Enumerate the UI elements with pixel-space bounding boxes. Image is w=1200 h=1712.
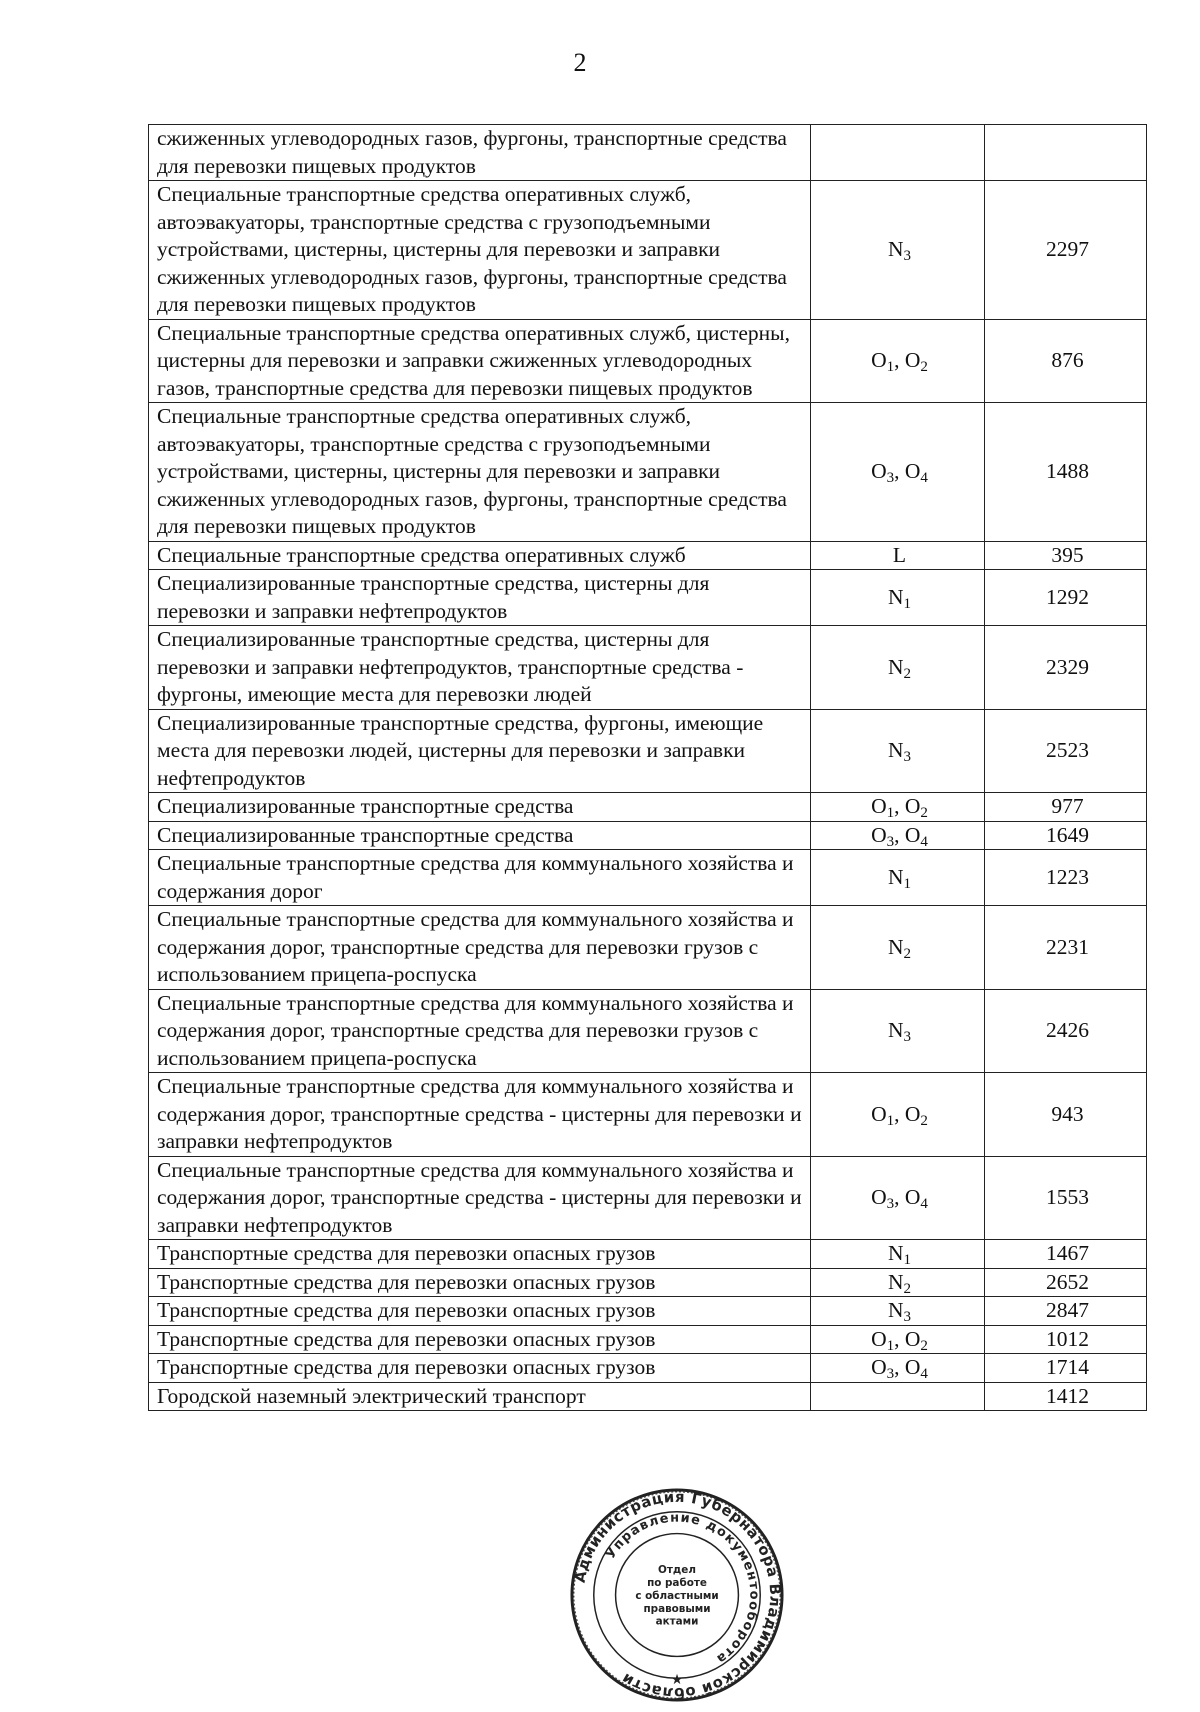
vehicle-category: $O_1$, $O_2$	[811, 1325, 985, 1354]
table-row	[149, 570, 1147, 626]
table-row	[149, 319, 1147, 403]
seal-inner-text: Управление документооборота	[603, 1510, 762, 1667]
table-row	[149, 989, 1147, 1073]
seal-star-icon: ★	[670, 1673, 684, 1689]
table-row	[149, 709, 1147, 793]
category-code: N	[887, 584, 904, 609]
vehicle-category: $O_3$, $O_4$	[811, 1354, 985, 1383]
vehicle-value: 1488	[985, 403, 1147, 542]
vehicle-description: Специальные транспортные средства оперативных служб, автоэвакуаторы, транспортные средства с грузоподъемными устройствами, цистерны, цистерны для перевозки и заправки сжиженных углеводородных газов, фургоны, транспортные средства для перевозки пищевых продуктов	[149, 403, 811, 542]
seal-center-line: по работе	[647, 1577, 707, 1590]
category-subscript: 4	[920, 833, 928, 850]
category-code: N	[887, 1241, 904, 1265]
vehicle-value	[985, 125, 1147, 181]
vehicle-category: $O_1$, $O_2$	[811, 1073, 985, 1157]
table-row	[149, 1073, 1147, 1157]
category-code: O	[904, 1326, 921, 1351]
vehicle-description: Специальные транспортные средства для коммунального хозяйства и содержания дорог, транспортные средства для перевозки грузов с использованием прицепа-роспуска	[149, 906, 811, 990]
category-code: O	[871, 348, 887, 372]
table-row	[149, 821, 1147, 850]
vehicle-description: Специализированные транспортные средства	[149, 793, 811, 822]
category-subscript: 3	[886, 1365, 895, 1382]
vehicle-description: Городской наземный электрический транспорт	[149, 1382, 811, 1411]
vehicle-description: Специальные транспортные средства оперативных служб, цистерны, цистерны для перевозки и заправки сжиженных углеводородных газов, транспортные средства для перевозки пищевых продуктов	[149, 319, 811, 403]
vehicle-description: Специальные транспортные средства оперативных служб, автоэвакуаторы, транспортные средства с грузоподъемными устройствами, цистерны, цистерны для перевозки и заправки сжиженных углеводородных газов, фургоны, транспортные средства для перевозки пищевых продуктов	[149, 181, 811, 320]
vehicle-description: Специализированные транспортные средства	[149, 821, 811, 850]
category-subscript: 3	[903, 1028, 912, 1045]
category-subscript: 1	[903, 875, 912, 892]
category-subscript: 2	[903, 945, 912, 962]
vehicle-value: 2847	[985, 1297, 1147, 1326]
category-code: O	[871, 1355, 887, 1379]
seal-center-line: с областными	[635, 1589, 719, 1602]
category-code: L	[892, 542, 907, 567]
category-subscript: 1	[886, 1112, 895, 1129]
category-code: O	[904, 794, 921, 818]
vehicle-value: 1012	[985, 1325, 1147, 1354]
vehicle-category	[811, 850, 985, 906]
table-row	[149, 541, 1147, 570]
category-code: N	[887, 1018, 904, 1042]
vehicle-description: Транспортные средства для перевозки опасных грузов	[149, 1325, 811, 1354]
category-subscript: 3	[903, 1308, 912, 1325]
official-seal	[568, 1486, 786, 1704]
category-subscript: 3	[886, 469, 895, 486]
vehicle-category	[811, 125, 985, 181]
table-row	[149, 626, 1147, 710]
vehicle-description: Специализированные транспортные средства, цистерны для перевозки и заправки нефтепродуктов, транспортные средства - фургоны, имеющие места для перевозки людей	[149, 626, 811, 710]
vehicle-description: Транспортные средства для перевозки опасных грузов	[149, 1297, 811, 1326]
category-code: N	[887, 864, 904, 889]
category-subscript: 2	[920, 1337, 928, 1354]
vehicle-category: $O_1$, $O_2$	[811, 319, 985, 403]
vehicle-value: 876	[985, 319, 1147, 403]
category-subscript: 2	[903, 665, 912, 682]
category-code: N	[887, 934, 904, 959]
category-code: O	[904, 459, 921, 483]
seal-center-line: Отдел	[658, 1564, 696, 1577]
category-code: O	[871, 794, 887, 818]
vehicle-category	[811, 709, 985, 793]
vehicle-value: 2231	[985, 906, 1147, 990]
category-code: O	[871, 822, 887, 847]
table-row	[149, 181, 1147, 320]
vehicle-category	[811, 570, 985, 626]
vehicle-category	[811, 1382, 985, 1411]
category-subscript: 4	[920, 1365, 928, 1382]
vehicle-category	[811, 181, 985, 320]
category-subscript: 1	[886, 1337, 895, 1354]
table-row	[149, 1268, 1147, 1297]
vehicle-value: 2652	[985, 1268, 1147, 1297]
page-number: 2	[573, 48, 587, 77]
category-subscript: 3	[903, 748, 912, 765]
category-subscript: 1	[903, 1251, 912, 1268]
category-code: O	[904, 1355, 921, 1379]
table-row	[149, 1240, 1147, 1269]
vehicle-category: $O_3$, $O_4$	[811, 1156, 985, 1240]
category-code: O	[904, 1185, 921, 1209]
category-code: N	[887, 237, 904, 261]
vehicle-value: 1649	[985, 821, 1147, 850]
table-row	[149, 1297, 1147, 1326]
category-code: N	[887, 1269, 904, 1294]
category-code: O	[871, 459, 887, 483]
vehicle-category	[811, 906, 985, 990]
vehicle-description: Транспортные средства для перевозки опасных грузов	[149, 1268, 811, 1297]
category-code: N	[887, 1298, 904, 1322]
vehicle-description: Транспортные средства для перевозки опасных грузов	[149, 1240, 811, 1269]
category-subscript: 1	[886, 804, 895, 821]
category-subscript: 4	[920, 469, 928, 486]
vehicle-category	[811, 1268, 985, 1297]
vehicle-table-body	[149, 125, 1147, 1411]
category-subscript: 3	[886, 833, 895, 850]
table-row	[149, 793, 1147, 822]
vehicle-value: 2523	[985, 709, 1147, 793]
vehicle-value: 977	[985, 793, 1147, 822]
vehicle-category: $O_3$, $O_4$	[811, 821, 985, 850]
vehicle-description: Специальные транспортные средства для коммунального хозяйства и содержания дорог, транспортные средства - цистерны для перевозки и заправки нефтепродуктов	[149, 1156, 811, 1240]
seal-center-text	[635, 1564, 718, 1628]
category-code: O	[904, 822, 921, 847]
category-code: O	[904, 348, 921, 372]
category-subscript: 1	[886, 358, 895, 375]
vehicle-value: 1714	[985, 1354, 1147, 1383]
vehicle-value: 2426	[985, 989, 1147, 1073]
table-row	[149, 850, 1147, 906]
table-row	[149, 1325, 1147, 1354]
category-code: N	[887, 738, 904, 762]
vehicle-description: Специализированные транспортные средства, цистерны для перевозки и заправки нефтепродуктов	[149, 570, 811, 626]
table-row	[149, 906, 1147, 990]
table-row	[149, 1354, 1147, 1383]
category-code: O	[871, 1101, 887, 1126]
vehicle-description: Специальные транспортные средства для коммунального хозяйства и содержания дорог, транспортные средства - цистерны для перевозки и заправки нефтепродуктов	[149, 1073, 811, 1157]
category-code: O	[904, 1101, 921, 1126]
table-row	[149, 1156, 1147, 1240]
category-code: O	[871, 1326, 887, 1351]
category-subscript: 3	[903, 247, 912, 264]
vehicle-category	[811, 989, 985, 1073]
table-row	[149, 125, 1147, 181]
vehicle-value: 2297	[985, 181, 1147, 320]
vehicle-value: 1553	[985, 1156, 1147, 1240]
vehicle-value: 1292	[985, 570, 1147, 626]
category-subscript: 4	[920, 1195, 928, 1212]
category-subscript: 3	[886, 1195, 895, 1212]
vehicle-value: 2329	[985, 626, 1147, 710]
vehicle-value: 1412	[985, 1382, 1147, 1411]
seal-center-line: актами	[655, 1615, 699, 1628]
vehicle-category: $O_1$, $O_2$	[811, 793, 985, 822]
vehicle-description: Специальные транспортные средства оперативных служб	[149, 541, 811, 570]
vehicle-value: 943	[985, 1073, 1147, 1157]
seal-center-line: правовыми	[643, 1602, 711, 1615]
category-subscript: 1	[903, 595, 912, 612]
table-row	[149, 403, 1147, 542]
vehicle-table	[148, 124, 1147, 1411]
category-subscript: 2	[920, 804, 928, 821]
vehicle-description: Специализированные транспортные средства, фургоны, имеющие места для перевозки людей, цистерны для перевозки и заправки нефтепродуктов	[149, 709, 811, 793]
category-code: N	[887, 654, 904, 679]
vehicle-description: Специальные транспортные средства для коммунального хозяйства и содержания дорог	[149, 850, 811, 906]
vehicle-category	[811, 541, 985, 570]
vehicle-value: 1223	[985, 850, 1147, 906]
category-subscript: 2	[920, 1112, 928, 1129]
category-subscript: 2	[920, 358, 928, 375]
vehicle-value: 395	[985, 541, 1147, 570]
category-subscript: 2	[903, 1280, 912, 1297]
table-row	[149, 1382, 1147, 1411]
vehicle-description: сжиженных углеводородных газов, фургоны, транспортные средства для перевозки пищевых продуктов	[149, 125, 811, 181]
vehicle-value: 1467	[985, 1240, 1147, 1269]
vehicle-description: Транспортные средства для перевозки опасных грузов	[149, 1354, 811, 1383]
vehicle-description: Специальные транспортные средства для коммунального хозяйства и содержания дорог, транспортные средства для перевозки грузов с использованием прицепа-роспуска	[149, 989, 811, 1073]
vehicle-category	[811, 626, 985, 710]
vehicle-category	[811, 1240, 985, 1269]
seal-outer-text: Администрация Губернатора Владимирской области	[570, 1487, 785, 1703]
category-code: O	[871, 1185, 887, 1209]
vehicle-category	[811, 1297, 985, 1326]
vehicle-category: $O_3$, $O_4$	[811, 403, 985, 542]
